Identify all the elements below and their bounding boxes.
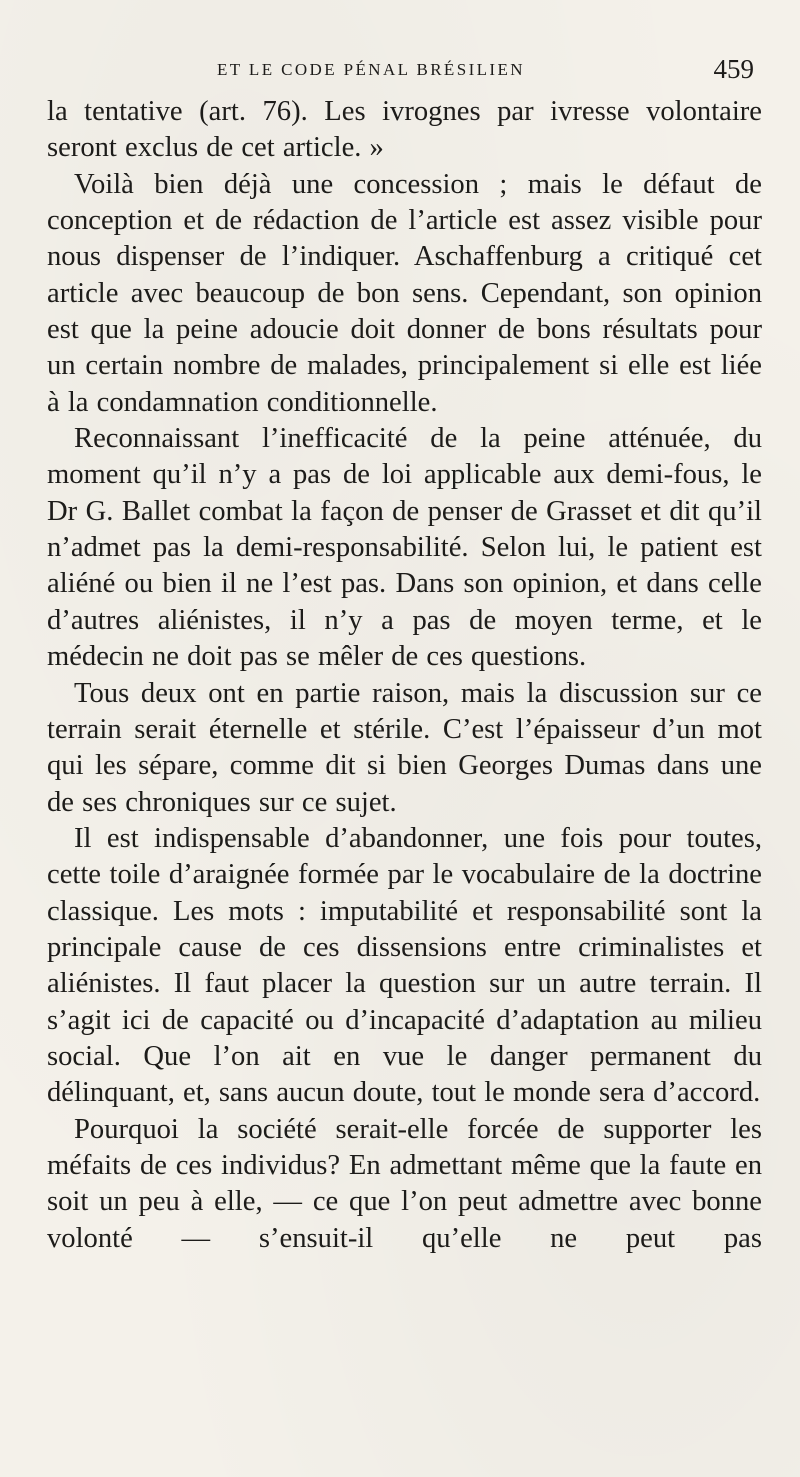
running-title: ET LE CODE PÉNAL BRÉSILIEN	[217, 60, 525, 79]
paragraph-continuation: la tentative (art. 76). Les ivrognes par ivresse volontaire seront exclus de cet article. »	[47, 96, 762, 164]
paragraph: Tous deux ont en partie raison, mais la discussion sur ce terrain serait éternelle et stérile. C’est l’épaisseur d’un mot qui les sépare, comme dit si bien Georges Dumas dans une de ses chroniques sur ce sujet.	[47, 677, 762, 818]
paragraph: Il est indispensable d’abandonner, une fois pour toutes, cette toile d’araignée formée par le vocabulaire de la doctrine classique. Les mots : imputabilité et responsabilité sont la principale cause de ces dissensions entre criminalistes et aliénistes. Il faut placer la question sur un autre terrain. Il s’agit ici de capacité ou d’incapacité d’adaptation au milieu social. Que l’on ait en vue le danger permanent du délinquant, et, sans aucun doute, tout le monde sera d’accord.	[47, 822, 762, 1109]
body-text	[47, 94, 762, 1257]
page-number: 459	[713, 54, 754, 84]
running-header	[47, 54, 762, 88]
paragraph-continues-next-page: Pourquoi la société serait-elle forcée de supporter les méfaits de ces individus? En admettant même que la faute en soit un peu à elle, — ce que l’on peut admettre avec bonne volonté — s’ensuit-il qu’elle ne peut pas	[47, 1113, 762, 1254]
paragraph: Reconnaissant l’inefficacité de la peine atténuée, du moment qu’il n’y a pas de loi applicable aux demi-fous, le Dr G. Ballet combat la façon de penser de Grasset et dit qu’il n’admet pas la demi-responsabilité. Selon lui, le patient est aliéné ou bien il ne l’est pas. Dans son opinion, et dans celle d’autres aliénistes, il n’y a pas de moyen terme, et le médecin ne doit pas se mêler de ces questions.	[47, 423, 762, 673]
paragraph: Voilà bien déjà une concession ; mais le défaut de conception et de rédaction de l’article est assez visible pour nous dispenser de l’indiquer. Aschaffenburg a critiqué cet article avec beaucoup de bon sens. Cependant, son opinion est que la peine adoucie doit donner de bons résultats pour un certain nombre de malades, principalement si elle est liée à la condamnation conditionnelle.	[47, 168, 762, 418]
